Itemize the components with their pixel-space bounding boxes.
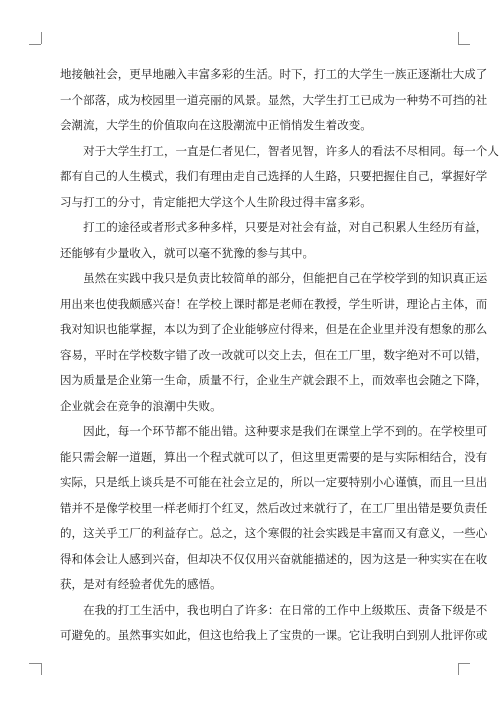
- text-line: 对于大学生打工，一直是仁者见仁，智者见智，许多人的看法不尽相同。每一个人: [60, 143, 499, 158]
- text-line: 会潮流，大学生的价值取向在这股潮流中正悄悄发生着改变。: [60, 118, 372, 132]
- body-text: [60, 62, 499, 649]
- text-line: 企业就会在竞争的浪潮中失败。: [60, 398, 222, 413]
- text-line: 可避免的。虽然事实如此，但这也给我上了宝贵的一课。它让我明白到别人批评你或: [60, 628, 488, 642]
- text-line: 地接触社会，更早地融入丰富多彩的生活。时下，打工的大学生一族正逐渐壮大成了: [60, 67, 488, 81]
- text-line: 得和体会让人感到兴奋，但却决不仅仅用兴奋就能描述的，因为这是一种实实在在收: [60, 551, 488, 566]
- text-line: 用出来也使我颇感兴奋！在学校上课时都是老师在教授，学生听讲，理论占主体，而: [60, 296, 488, 311]
- text-line: 都有自己的人生模式，我们有理由走自己选择的人生路，只要把握住自己，掌握好学: [60, 169, 488, 183]
- text-line: 虽然在实践中我只是负责比较简单的部分，但能把自己在学校学到的知识真正运: [60, 271, 488, 285]
- text-line: 的，这关乎工厂的利益存亡。总之，这个寒假的社会实践是丰富而又有意义，一些心: [60, 526, 488, 540]
- text-line: 因此，每一个环节都不能出错。这种要求是我们在课堂上学不到的。在学校里可: [60, 424, 488, 438]
- text-line: 容易，平时在学校数字错了改一改就可以交上去，但在工厂里，数字绝对不可以错，: [60, 347, 488, 362]
- text-line: 在我的打工生活中，我也明白了许多：在日常的工作中上级欺压、责备下级是不: [60, 602, 488, 617]
- text-line: 因为质量是企业第一生命，质量不行，企业生产就会跟不上，而效率也会随之下降，: [60, 373, 488, 387]
- text-line: 一个部落，成为校园里一道亮丽的风景。显然，大学生打工已成为一种势不可挡的社: [60, 92, 488, 107]
- text-line: 获，是对有经验者优先的感悟。: [60, 577, 222, 591]
- text-line: 我对知识也能掌握，本以为到了企业能够应付得来，但是在企业里并没有想象的那么: [60, 322, 488, 336]
- text-line: 打工的途径或者形式多种多样，只要是对社会有益，对自己积累人生经历有益，: [60, 220, 488, 234]
- text-line: 实际，只是纸上谈兵是不可能在社会立足的，所以一定要特别小心谨慎，而且一旦出: [60, 475, 488, 489]
- text-line: 还能够有少量收入，就可以毫不犹豫的参与其中。: [60, 245, 315, 260]
- text-line: 错并不是像学校里一样老师打个红叉，然后改过来就行了，在工厂里出错是要负责任: [60, 500, 488, 515]
- text-line: 习与打工的分寸，肯定能把大学这个人生阶段过得丰富多彩。: [60, 194, 372, 209]
- text-line: 能只需会解一道题，算出一个程式就可以了，但这里更需要的是与实际相结合，没有: [60, 449, 488, 464]
